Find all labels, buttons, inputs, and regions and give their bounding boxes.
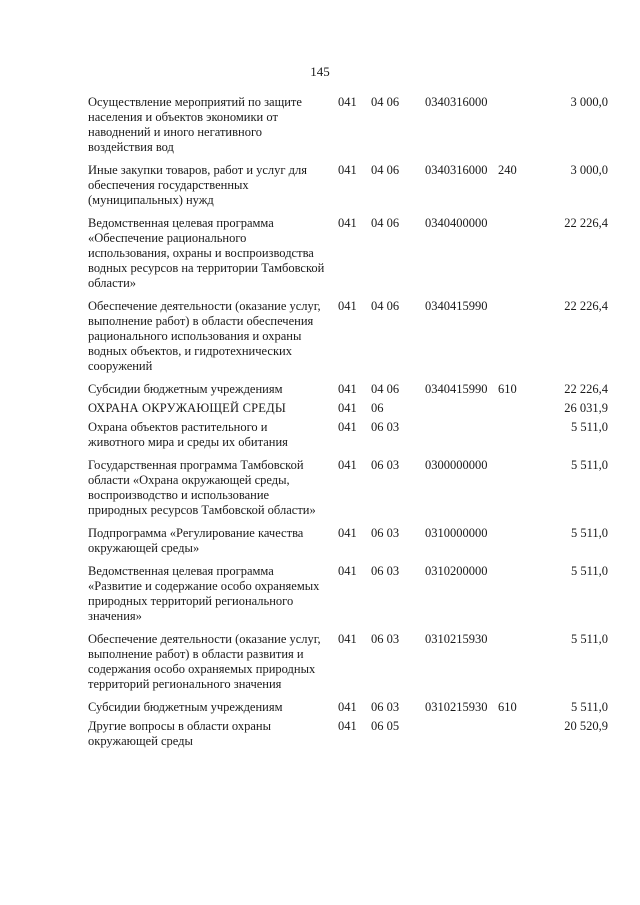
row-ved: 041	[338, 564, 357, 578]
row-rzpr: 04 06	[371, 299, 400, 313]
row-name: ОХРАНА ОКРУЖАЮЩЕЙ СРЕДЫ	[88, 401, 286, 415]
row-name: Другие вопросы в области охраны окружающей среды	[88, 719, 272, 748]
table-row	[88, 299, 608, 374]
row-sum: 5 511,0	[570, 632, 608, 646]
row-csr: 0310000000	[425, 526, 488, 540]
table-row	[88, 382, 608, 397]
table-row	[88, 95, 608, 155]
row-rzpr: 06 03	[371, 526, 400, 540]
row-sum: 22 226,4	[564, 299, 608, 313]
row-csr: 0340316000	[425, 95, 488, 109]
row-ved: 041	[338, 401, 357, 415]
row-rzpr: 06 03	[371, 458, 400, 472]
table-row	[88, 216, 608, 291]
row-ved: 041	[338, 299, 357, 313]
row-sum: 5 511,0	[570, 526, 608, 540]
row-rzpr: 06 03	[371, 564, 400, 578]
table-row	[88, 526, 608, 556]
row-name: Обеспечение деятельности (оказание услуг, выполнение работ) в области развития и содержания особо охраняемых природных территорий регионального значения	[88, 632, 321, 691]
row-ved: 041	[338, 719, 357, 733]
row-csr: 0310215930	[425, 632, 488, 646]
row-vr: 610	[498, 700, 517, 714]
row-rzpr: 04 06	[371, 382, 400, 396]
row-sum: 5 511,0	[570, 564, 608, 578]
row-sum: 22 226,4	[564, 216, 608, 230]
row-sum: 20 520,9	[564, 719, 608, 733]
row-vr: 610	[498, 382, 517, 396]
row-sum: 5 511,0	[570, 420, 608, 434]
row-rzpr: 04 06	[371, 95, 400, 109]
table-row	[88, 700, 608, 715]
row-rzpr: 06	[371, 401, 384, 415]
row-name: Обеспечение деятельности (оказание услуг, выполнение работ) в области обеспечения рационального использования и охраны водных объектов, и гидротехнических сооружений	[88, 299, 321, 373]
row-ved: 041	[338, 526, 357, 540]
table-row	[88, 719, 608, 749]
row-rzpr: 06 03	[371, 700, 400, 714]
row-ved: 041	[338, 420, 357, 434]
row-name: Субсидии бюджетным учреждениям	[88, 382, 283, 396]
row-rzpr: 06 03	[371, 420, 400, 434]
row-ved: 041	[338, 458, 357, 472]
row-rzpr: 06 05	[371, 719, 400, 733]
row-rzpr: 04 06	[371, 163, 400, 177]
row-name: Охрана объектов растительного и животного мира и среды их обитания	[88, 420, 288, 449]
row-sum: 3 000,0	[570, 95, 608, 109]
row-name: Осуществление мероприятий по защите населения и объектов экономики от наводнений и иного негативного воздействия вод	[88, 95, 302, 154]
table-row	[88, 564, 608, 624]
table-row	[88, 163, 608, 208]
table-row	[88, 420, 608, 450]
page-number: 145	[310, 64, 330, 79]
row-ved: 041	[338, 216, 357, 230]
budget-table	[88, 95, 608, 749]
row-name: Субсидии бюджетным учреждениям	[88, 700, 283, 714]
row-ved: 041	[338, 382, 357, 396]
row-csr: 0340415990	[425, 382, 488, 396]
row-name: Государственная программа Тамбовской области «Охрана окружающей среды, воспроизводство и использование природных ресурсов Тамбовской области»	[88, 458, 316, 517]
row-vr: 240	[498, 163, 517, 177]
row-ved: 041	[338, 95, 357, 109]
row-ved: 041	[338, 700, 357, 714]
table-row	[88, 632, 608, 692]
row-sum: 26 031,9	[564, 401, 608, 415]
row-name: Ведомственная целевая программа «Развитие и содержание особо охраняемых природных территорий регионального значения»	[88, 564, 320, 623]
row-sum: 5 511,0	[570, 458, 608, 472]
table-row	[88, 401, 608, 416]
row-csr: 0340316000	[425, 163, 488, 177]
row-csr: 0300000000	[425, 458, 488, 472]
row-sum: 22 226,4	[564, 382, 608, 396]
row-sum: 3 000,0	[570, 163, 608, 177]
row-csr: 0310215930	[425, 700, 488, 714]
row-sum: 5 511,0	[570, 700, 608, 714]
row-csr: 0340415990	[425, 299, 488, 313]
row-ved: 041	[338, 632, 357, 646]
row-name: Иные закупки товаров, работ и услуг для обеспечения государственных (муниципальных) нужд	[88, 163, 308, 207]
row-ved: 041	[338, 163, 357, 177]
row-rzpr: 04 06	[371, 216, 400, 230]
row-name: Ведомственная целевая программа «Обеспечение рационального использования, охраны и воспроизводства водных ресурсов на территории Тамбовской области»	[88, 216, 325, 290]
row-name: Подпрограмма «Регулирование качества окружающей среды»	[88, 526, 304, 555]
row-rzpr: 06 03	[371, 632, 400, 646]
row-csr: 0340400000	[425, 216, 488, 230]
row-csr: 0310200000	[425, 564, 488, 578]
table-row	[88, 458, 608, 518]
